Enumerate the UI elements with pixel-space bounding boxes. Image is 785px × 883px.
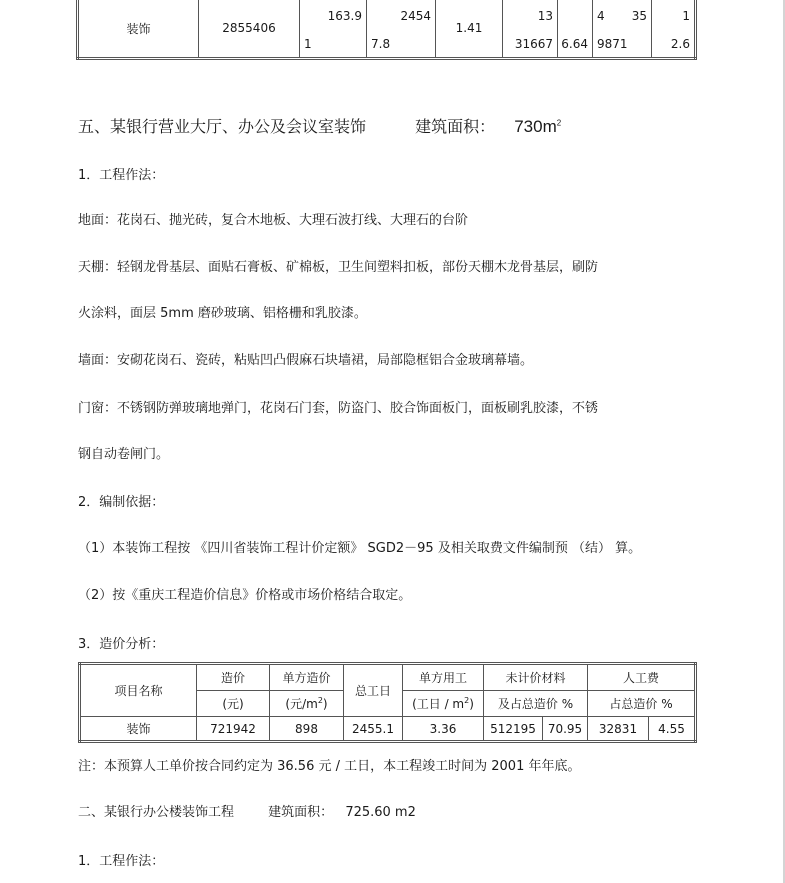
header-cost-unit: (元) <box>197 691 270 717</box>
basis-item-2: （2）按《重庆工程造价信息》价格或市场价格结合取定。 <box>78 588 412 603</box>
material-top: 13 <box>537 9 553 23</box>
section-5-area-value: $730m^2$ <box>514 117 562 136</box>
header-unit-labor-unit: (工日 / $m^2$) <box>403 691 484 717</box>
header-item-name: 项目名称 <box>80 664 197 717</box>
row-cost: 721942 <box>197 717 270 742</box>
subheading-cost-analysis: 3．造价分析： <box>78 637 165 652</box>
header-unit-cost-unit: (元$/m^2$) <box>270 691 344 717</box>
row-unit-labor: 3.36 <box>403 717 484 742</box>
fee-cell <box>593 0 652 59</box>
labor-bottom: 7.8 <box>371 37 391 51</box>
row-labor-fee: 32831 <box>588 717 649 742</box>
table-header-row <box>80 664 696 691</box>
row-labor-fee-pct: 4.55 <box>649 717 696 742</box>
material-cell <box>503 0 558 59</box>
fee-pct-top: 1 <box>682 9 690 23</box>
total-cost-cell: 2855406 <box>199 0 300 59</box>
row-item-name: 装饰 <box>80 717 197 742</box>
fee-pct-bottom: 2.6 <box>670 37 690 51</box>
header-cost: 造价 <box>197 664 270 691</box>
floor-text: 地面：花岗石、抛光砖，复合木地板、大理石波打线、大理石的台阶 <box>78 213 469 228</box>
unit-cost-bottom: 1 <box>304 37 312 51</box>
labor-cell <box>367 0 436 59</box>
fee-top-left: 4 <box>597 9 605 23</box>
fee-top-right: 35 <box>631 9 647 23</box>
header-unit-cost: 单方造价 <box>270 664 344 691</box>
labor-top: 2454 <box>400 9 431 23</box>
basis-item-1: （1）本装饰工程按 《四川省装饰工程计价定额》 SGD2－95 及相关取费文件编制预 （结） 算。 <box>78 541 642 556</box>
header-total-labor: 总工日 <box>344 664 403 717</box>
note-text: 注：本预算人工单价按合同约定为 36.56 元 / 工日，本工程竣工时间为 2001 年年底。 <box>78 759 581 774</box>
row-material-pct: 70.95 <box>543 717 588 742</box>
table-row <box>80 717 696 742</box>
row-material: 512195 <box>484 717 543 742</box>
section-5-heading <box>78 114 561 137</box>
section-2-area-value: 725.60 m2 <box>345 805 416 820</box>
material-pct-cell <box>558 0 593 59</box>
row-total-labor: 2455.1 <box>344 717 403 742</box>
unit-cost-top: 163.9 <box>327 9 362 23</box>
section-2-title: 二、某银行办公楼装饰工程 <box>78 805 235 820</box>
fee-bottom: 9871 <box>597 37 628 51</box>
ceiling-text: 天棚：轻钢龙骨基层、面贴石膏板、矿棉板，卫生间塑料扣板，部份天棚木龙骨基层，刷防 <box>78 260 599 275</box>
item-cell: 装饰 <box>78 0 199 59</box>
door-window-text: 门窗：不锈钢防弹玻璃地弹门，花岗石门套，防盗门、胶合饰面板门，面板刷乳胶漆，不锈 <box>78 401 599 416</box>
row-unit-cost: 898 <box>270 717 344 742</box>
subheading-method: 1．工程作法： <box>78 168 165 183</box>
header-fee-pct: 占总造价 % <box>588 691 696 717</box>
unit-cost-cell <box>300 0 367 59</box>
section-2-heading <box>78 801 416 820</box>
door-window-text-cont: 钢自动卷闸门。 <box>78 447 170 462</box>
section-5-area-label: 建筑面积： <box>415 117 496 136</box>
ceiling-text-cont: 火涂料，面层 5mm 磨砂玻璃、铝格栅和乳胶漆。 <box>78 306 367 321</box>
section-5-title: 五、某银行营业大厅、办公及会议室装饰 <box>78 117 367 136</box>
unit-labor-cell: 1.41 <box>436 0 503 59</box>
header-material: 未计价材料 <box>484 664 588 691</box>
material-bottom: 31667 <box>514 37 553 51</box>
header-unit-labor: 单方用工 <box>403 664 484 691</box>
table-row <box>78 0 696 59</box>
wall-text: 墙面：安砌花岗石、瓷砖，粘贴凹凸假麻石块墙裙，局部隐框铝合金玻璃幕墙。 <box>78 353 534 368</box>
subheading-basis: 2．编制依据： <box>78 495 165 510</box>
header-material-pct: 及占总造价 % <box>484 691 588 717</box>
material-pct: 6.64 <box>561 37 588 51</box>
header-labor-fee: 人工费 <box>588 664 696 691</box>
cost-analysis-table <box>78 662 697 743</box>
fee-pct-cell <box>652 0 696 59</box>
subheading-method-2: 1．工程作法： <box>78 854 165 869</box>
top-cost-table <box>76 0 697 60</box>
section-2-area-label: 建筑面积： <box>268 805 334 820</box>
